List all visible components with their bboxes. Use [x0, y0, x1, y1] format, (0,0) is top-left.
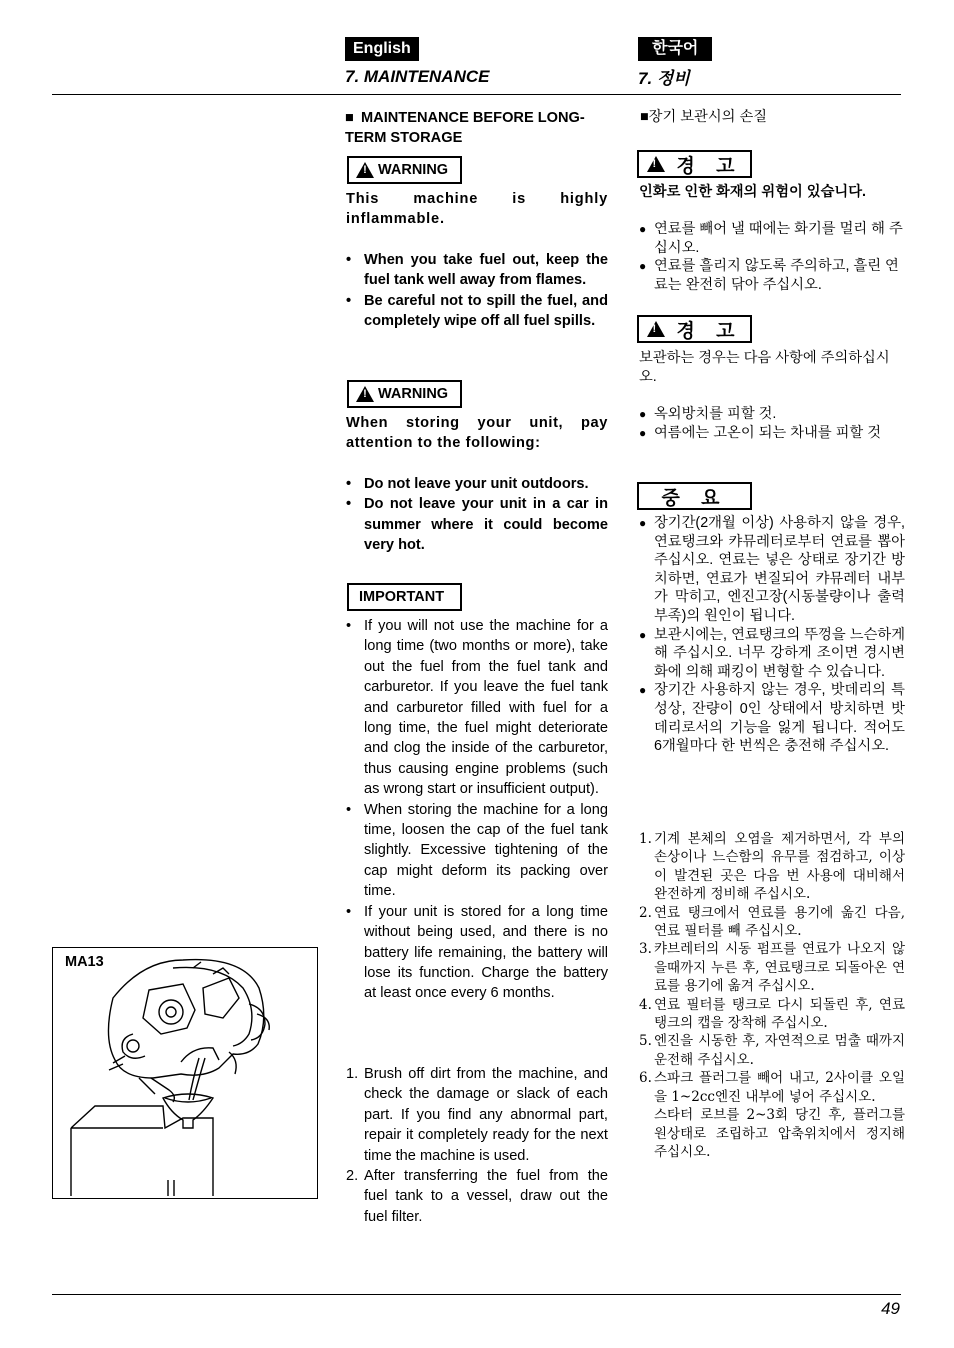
list-item: ● 연료를 흘리지 않도록 주의하고, 흘린 연료는 완전히 닦아 주십시오.	[639, 257, 905, 294]
list-item: ● 여름에는 고온이 되는 차내를 피할 것	[639, 424, 905, 443]
fuel-draining-illustration	[53, 948, 317, 1198]
heading-square-icon: ■	[345, 110, 354, 126]
list-item: 6. 스파크 플러그를 빼어 내고, 2사이클 오일을 1~2cc엔진 내부에 넣어 주십시오.	[639, 1070, 905, 1105]
header-rule	[52, 94, 901, 95]
warning-statement: This machine is highly inflammable.	[346, 191, 608, 228]
korean-warning-statement: 보관하는 경우는 다음 사항에 주의하십시오.	[639, 350, 890, 385]
korean-warning-box: ! 경 고	[637, 150, 752, 178]
list-item: • When you take fuel out, keep the fuel tank well away from flames.	[346, 250, 608, 291]
warning-box: ! WARNING	[347, 156, 462, 184]
korean-warning-box: ! 경 고	[637, 315, 752, 343]
list-item: • If you will not use the machine for a long time (two months or more), take out the fuel from the fuel tank and carburetor. If you leave the fuel tank and carburetor filled with fuel for a long time, the fuel might deteriorate and clog the inside of the carburetor, thus causing engine problems (such as wrong start or insufficient output).	[346, 616, 608, 800]
english-steps	[346, 1064, 608, 1227]
language-tag-korean: 한국어	[638, 37, 712, 61]
korean-warning-bullets	[639, 220, 905, 294]
korean-heading: ■장기 보관시의 손질	[640, 109, 768, 125]
korean-warning-bullets	[639, 405, 905, 442]
list-item: 4. 연료 필터를 탱크로 다시 되돌린 후, 연료탱크의 캡을 장착해 주십시오.	[639, 996, 905, 1032]
list-item: • When storing the machine for a long time, loosen the cap of the fuel tank slightly. Excessive tightening of the cap might deform its packing over time.	[346, 800, 608, 902]
figure-box	[52, 947, 318, 1199]
list-item: ● 옥외방치를 피할 것.	[639, 405, 905, 424]
list-item: 2. 연료 탱크에서 연료를 용기에 옮긴 다음, 연료 필터를 빼 주십시오.	[639, 904, 905, 940]
list-item: • Do not leave your unit in a car in summer where it could become very hot.	[346, 494, 608, 555]
warning-triangle-icon: !	[647, 156, 665, 172]
korean-steps	[639, 830, 905, 1161]
footer-rule	[52, 1294, 901, 1295]
list-item: ● 보관시에는, 연료탱크의 뚜껑을 느슨하게 해 주십시오. 너무 강하게 조이면 경시변화에 의해 패킹이 변형할 수 있습니다.	[639, 626, 905, 682]
warning-triangle-icon: !	[356, 162, 374, 178]
important-bullet-list	[346, 616, 608, 1004]
list-item: 1. Brush off dirt from the machine, and check the damage or slack of each part. If you find any abnormal part, repair it completely ready for the next time the machine is used.	[346, 1066, 608, 1164]
warning-bullet-list	[346, 250, 608, 332]
important-box: IMPORTANT	[347, 583, 462, 611]
list-item: 스타터 로브를 2~3회 당긴 후, 플러그를 원상태로 조립하고 압축위치에서 정지해 주십시오.	[654, 1107, 905, 1160]
list-item: ● 장기간 사용하지 않는 경우, 밧데리의 특성상, 잔량이 0인 상태에서 방치하면 밧데리로서의 기능을 잃게 됩니다. 적어도 6개월마다 한 번씩은 충전해 주십시오.	[639, 681, 905, 755]
list-item: 1. 기계 본체의 오염을 제거하면서, 각 부의 손상이나 느슨함의 유무를 점검하고, 이상이 발견된 곳은 다음 번 사용에 대비해서 완전하게 정비해 주십시오.	[639, 831, 905, 903]
warning-triangle-icon: !	[356, 386, 374, 402]
section-title-korean: 7. 정비	[638, 69, 690, 88]
korean-warning-statement: 인화로 인한 화재의 위험이 있습니다.	[639, 184, 867, 200]
list-item: 3. 캬브레터의 시동 펌프를 연료가 나오지 않을때까지 누른 후, 연료탱크로 되돌아온 연료를 용기에 옮겨 주십시오.	[639, 941, 905, 995]
section-title-english: 7. MAINTENANCE	[345, 67, 490, 86]
figure-label: MA13	[65, 954, 104, 970]
list-item: • Be careful not to spill the fuel, and completely wipe off all fuel spills.	[346, 291, 608, 332]
language-tag-english: English	[345, 37, 419, 61]
list-item: • Do not leave your unit outdoors.	[346, 474, 608, 494]
warning-statement: When storing your unit, pay attention to the following:	[346, 415, 608, 452]
list-item: 2. After transferring the fuel from the fuel tank to a vessel, draw out the fuel filter.	[346, 1168, 608, 1225]
list-item: • If your unit is stored for a long time without being used, and there is no battery life remaining, the battery will lose its function. Charge the battery at least once every 6 months.	[346, 902, 608, 1004]
warning-bullet-list	[346, 474, 608, 556]
korean-important-box: 중 요	[637, 482, 752, 510]
page-number: 49	[881, 1299, 900, 1318]
warning-triangle-icon: !	[647, 321, 665, 337]
list-item: ● 연료를 빼어 낼 때에는 화기를 멀리 해 주십시오.	[639, 220, 905, 257]
english-heading: ■ MAINTENANCE BEFORE LONG-TERM STORAGE	[345, 110, 585, 147]
korean-important-bullets	[639, 514, 905, 756]
list-item: 5. 엔진을 시동한 후, 자연적으로 멈출 때까지 운전해 주십시오.	[639, 1033, 905, 1068]
warning-box: ! WARNING	[347, 380, 462, 408]
list-item: ● 장기간(2개월 이상) 사용하지 않을 경우, 연료탱크와 캬뮤레터로부터 연료를 뽑아 주십시오. 연료는 넣은 상태로 장기간 방치하면, 연료가 변질되어 캬뮤레터 내부가 막히고, 엔진고장(시동불량이나 출력부족)의 원인이 됩니다.	[639, 514, 905, 626]
